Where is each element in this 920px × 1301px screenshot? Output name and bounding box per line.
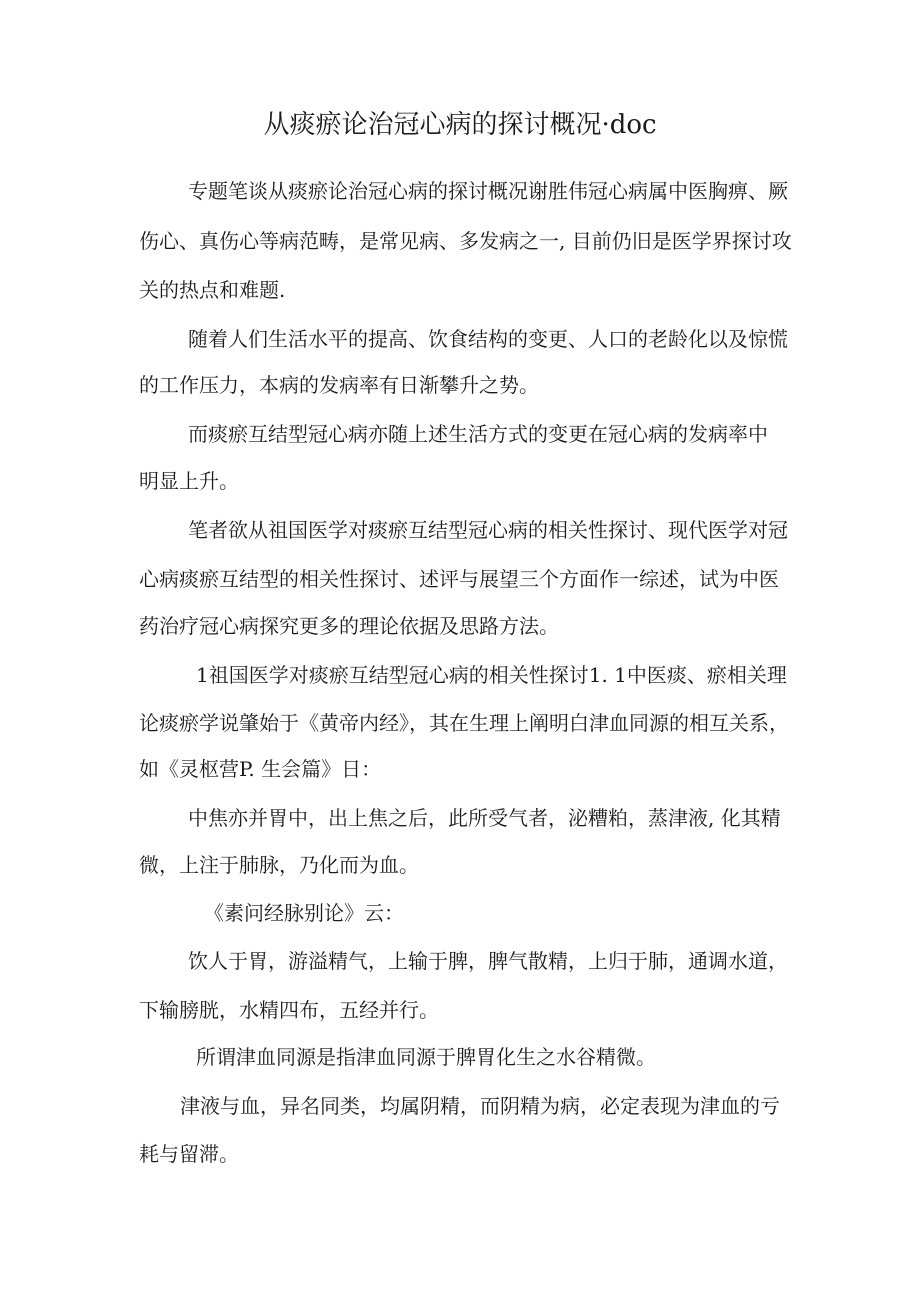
- body-line: 微，上注于肺脉，乃化而为血。: [139, 853, 419, 877]
- body-line: 伤心、真伤心等病范畴，是常见病、多发病之一, 目前仍旧是医学界探讨攻: [139, 229, 792, 253]
- body-line: 下输膀胱，水精四布，五经并行。: [139, 998, 439, 1022]
- body-line: 饮人于胃，游溢精气，上输于脾，脾气散精，上归于肺，通调水道，: [188, 949, 788, 973]
- body-line: 明显上升。: [139, 469, 239, 493]
- body-line: 心病痰瘀互结型的相关性探讨、述评与展望三个方面作一综述，试为中医: [139, 567, 779, 591]
- body-line: 关的热点和难题.: [139, 278, 286, 302]
- body-line: 论痰瘀学说肇始于《黄帝内经》，其在生理上阐明白津血同源的相互关系，: [139, 711, 789, 735]
- document-title: 从痰瘀论治冠心病的探讨概况·doc: [263, 110, 657, 140]
- body-line: 《素问经脉别论》云：: [204, 901, 404, 925]
- body-line: 1祖国医学对痰瘀互结型冠心病的相关性探讨1. 1中医痰、瘀相关理: [196, 663, 787, 687]
- body-line: 笔者欲从祖国医学对痰瘀互结型冠心病的相关性探讨、现代医学对冠: [188, 518, 788, 542]
- body-line: 所谓津血同源是指津血同源于脾胃化生之水谷精微。: [196, 1045, 656, 1069]
- body-line: 津液与血，异名同类，均属阴精，而阴精为病，必定表现为津血的亏: [180, 1094, 780, 1118]
- body-line: 随着人们生活水平的提高、饮食结构的变更、人口的老龄化以及惊慌: [188, 327, 788, 351]
- body-line: 耗与留滞。: [139, 1142, 239, 1166]
- body-line: 而痰瘀互结型冠心病亦随上述生活方式的变更在冠心病的发病率中: [188, 422, 768, 446]
- body-line: 药治疗冠心病探究更多的理论依据及思路方法。: [139, 614, 559, 638]
- body-line: 的工作压力，本病的发病率有日渐攀升之势。: [139, 373, 539, 397]
- body-line: 如《灵枢营P. 生会篇》日：: [139, 757, 382, 781]
- body-line: 专题笔谈从痰瘀论治冠心病的探讨概况谢胜伟冠心病属中医胸痹、厥: [188, 179, 788, 203]
- body-line: 中焦亦并胃中，出上焦之后，此所受气者，泌糟粕，蒸津液, 化其精: [188, 806, 781, 830]
